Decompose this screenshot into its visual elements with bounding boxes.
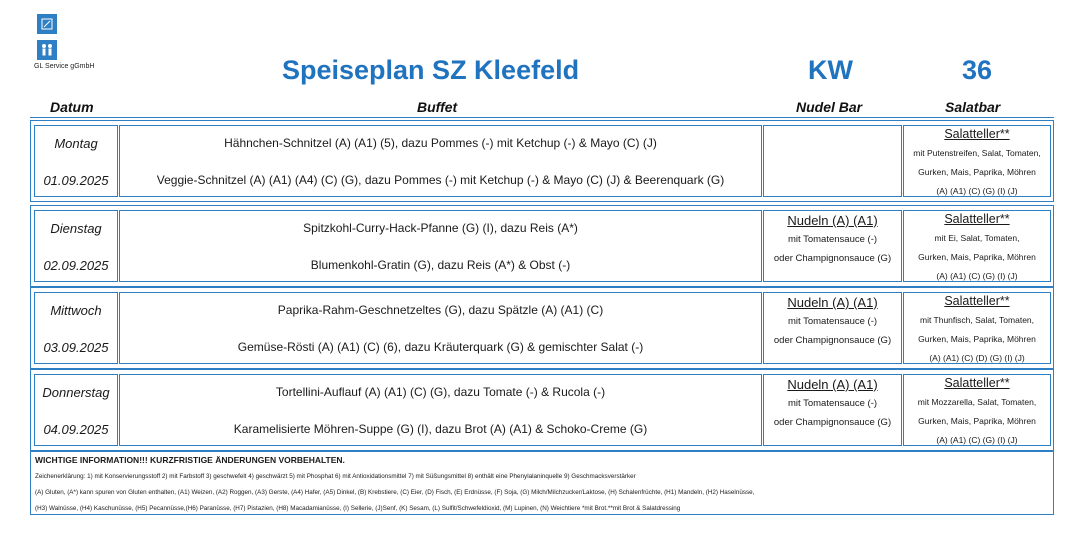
info-legend-allergens-2: (H3) Walnüsse, (H4) Kaschunüsse, (H5) Pecannüsse,(H6) Paranüsse, (H7) Pistazien, (H8) Macadamianüsse, (I) Sellerie, (J)Senf, (K) Sesam, (L) Sulfit/Schwefeldioxid, (M) Lupinen, (N) Weichtiere *mit Brot.**mit Brot & Salatdressing [35,505,681,512]
week-number: 36 [962,55,993,85]
salat-line-2: Gurken, Mais, Paprika, Möhren [918,334,1036,344]
buffet-cell [119,125,762,197]
column-header-buffet: Buffet [417,99,458,115]
buffet-cell [119,210,762,282]
day-row-mittwoch [30,289,1054,367]
buffet-meal-2: Karamelisierte Möhren-Suppe (G) (I), dazu Brot (A) (A1) & Schoko-Creme (G) [233,422,648,436]
day-name: Donnerstag [42,385,110,400]
day-date: 01.09.2025 [43,173,109,188]
nudel-cell [763,125,902,197]
day-name: Montag [54,136,98,151]
date-cell [34,292,118,364]
day-date: 03.09.2025 [43,340,109,355]
nudel-cell [763,292,902,364]
column-header-nudel: Nudel Bar [796,99,863,115]
salat-cell [903,210,1051,282]
buffet-cell [119,292,762,364]
nudel-cell [763,374,902,446]
salat-line-1: mit Mozzarella, Salat, Tomaten, [917,397,1037,407]
salat-line-2: Gurken, Mais, Paprika, Möhren [918,167,1036,177]
nudel-line-2: oder Champignonsauce (G) [773,335,892,346]
nudel-title: Nudeln (A) (A1) [787,295,878,310]
header-divider [30,117,1054,118]
salat-line-2: Gurken, Mais, Paprika, Möhren [918,252,1036,262]
buffet-meal-1: Paprika-Rahm-Geschnetzeltes (G), dazu Spätzle (A) (A1) (C) [277,303,604,317]
day-date: 02.09.2025 [43,258,109,273]
buffet-cell [119,374,762,446]
day-row-dienstag [30,207,1054,285]
salat-title: Salatteller** [944,376,1010,390]
week-label: KW [808,55,853,85]
nudel-title: Nudeln (A) (A1) [787,377,878,392]
salat-line-3: (A) (A1) (C) (G) (I) (J) [936,271,1018,281]
salat-title: Salatteller** [944,212,1010,226]
salat-cell [903,374,1051,446]
company-logo [34,14,104,70]
date-cell [34,125,118,197]
salat-line-3: (A) (A1) (C) (G) (I) (J) [936,186,1018,196]
info-box [30,450,1054,515]
buffet-meal-2: Gemüse-Rösti (A) (A1) (C) (6), dazu Kräuterquark (G) & gemischter Salat (-) [237,340,644,354]
logo-caption: GL Service gGmbH [34,63,95,70]
nudel-line-1: mit Tomatensauce (-) [787,234,878,245]
day-row-montag [30,122,1054,200]
date-cell [34,210,118,282]
salat-line-2: Gurken, Mais, Paprika, Möhren [918,416,1036,426]
info-legend-allergens-1: (A) Gluten, (A*) kann spuren von Gluten enthalten, (A1) Weizen, (A2) Roggen, (A3) Gerste, (A4) Hafer, (A5) Dinkel, (B) Krebstiere, (C) Eier, (D) Fisch, (E) Erdnüsse, (F) Soja, (G) Milch/Milchzucker/Laktose, (H) Schalenfrüchte, (H1) Mandeln, (H2) Haselnüsse, [35,489,755,496]
salat-line-3: (A) (A1) (C) (D) (G) (I) (J) [929,353,1025,363]
salat-line-1: mit Thunfisch, Salat, Tomaten, [919,315,1035,325]
nudel-line-1: mit Tomatensauce (-) [787,316,878,327]
salat-title: Salatteller** [944,294,1010,308]
nudel-line-1: mit Tomatensauce (-) [787,398,878,409]
column-header-datum: Datum [50,99,94,115]
info-heading: WICHTIGE INFORMATION!!! KURZFRISTIGE ÄNDERUNGEN VORBEHALTEN. [35,455,345,465]
nudel-line-2: oder Champignonsauce (G) [773,417,892,428]
page-title: Speiseplan SZ Kleefeld [282,55,580,85]
date-cell [34,374,118,446]
salat-line-3: (A) (A1) (C) (G) (I) (J) [936,435,1018,445]
day-name: Dienstag [50,221,102,236]
salat-line-1: mit Ei, Salat, Tomaten, [934,233,1020,243]
column-header-salat: Salatbar [945,99,1001,115]
logo-emblem-icon [37,14,57,34]
day-date: 04.09.2025 [43,422,109,437]
logo-people-icon [37,40,57,60]
nudel-cell [763,210,902,282]
buffet-meal-1: Hähnchen-Schnitzel (A) (A1) (5), dazu Pommes (-) mit Ketchup (-) & Mayo (C) (J) [224,136,657,150]
day-row-donnerstag [30,371,1054,449]
salat-line-1: mit Putenstreifen, Salat, Tomaten, [913,148,1041,158]
salat-title: Salatteller** [944,127,1010,141]
nudel-title: Nudeln (A) (A1) [787,213,878,228]
buffet-meal-1: Spitzkohl-Curry-Hack-Pfanne (G) (I), dazu Reis (A*) [303,221,578,235]
buffet-meal-1: Tortellini-Auflauf (A) (A1) (C) (G), dazu Tomate (-) & Rucola (-) [275,385,606,399]
salat-cell [903,125,1051,197]
nudel-line-2: oder Champignonsauce (G) [773,253,892,264]
day-name: Mittwoch [50,303,102,318]
buffet-meal-2: Blumenkohl-Gratin (G), dazu Reis (A*) & Obst (-) [310,258,571,272]
buffet-meal-2: Veggie-Schnitzel (A) (A1) (A4) (C) (G), dazu Pommes (-) mit Ketchup (-) & Mayo (C) (J) & Beerenquark (G) [156,173,725,187]
salat-cell [903,292,1051,364]
info-legend-additives: Zeichenerklärung: 1) mit Konservierungsstoff 2) mit Farbstoff 3) geschwefelt 4) geschwärzt 5) mit Phosphat 6) mit Antioxidationsmittel 7) mit Süßungsmittel 8) enthält eine Phenylalaninquelle 9) Geschmacksverstärker [35,473,636,480]
